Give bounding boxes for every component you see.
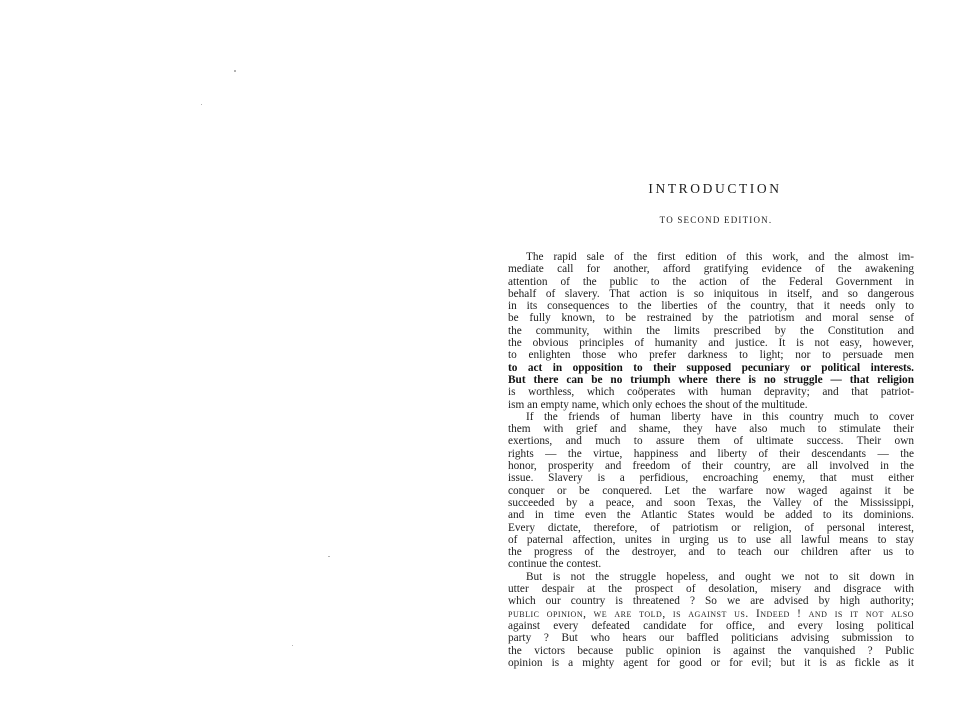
- text-line: of paternal affection, unites in urging us to use all lawful means to stay: [508, 533, 914, 546]
- text-line: Every dictate, therefore, of patriotism or religion, of personal interest,: [508, 521, 914, 534]
- text-line: party ? But who hears our baffled politicians advising submission to: [508, 632, 914, 645]
- text-line: continue the contest.: [508, 558, 602, 571]
- scan-speck: [292, 645, 293, 646]
- text-line: to enlighten those who prefer darkness to light; nor to persuade men: [508, 349, 914, 362]
- text-line: attention of the public to the action of the Federal Government in: [508, 275, 914, 288]
- text-line: rights — the virtue, happiness and liberty of their descendants — the: [508, 447, 914, 460]
- text-line: opinion is a mighty agent for good or for evil; but it is as fickle as it: [508, 656, 914, 669]
- text-line: ism an empty name, which only echoes the shout of the multitude.: [508, 398, 808, 411]
- text-line: against every defeated candidate for office, and every losing political: [508, 619, 914, 632]
- text-line: But is not the struggle hopeless, and ought we not to sit down in: [526, 570, 914, 583]
- scan-speck: [328, 556, 330, 557]
- page-subtitle: TO SECOND EDITION.: [659, 215, 773, 225]
- text-line: is worthless, which coöperates with human depravity; and that patriot-: [508, 386, 914, 399]
- scan-speck: [201, 104, 202, 105]
- text-line: If the friends of human liberty have in this country much to cover: [526, 410, 914, 423]
- text-line: the progress of the destroyer, and to teach our children after us to: [508, 546, 914, 559]
- text-line: The rapid sale of the first edition of this work, and the almost im-: [526, 251, 914, 263]
- text-line: the community, within the limits prescribed by the Constitution and: [508, 324, 914, 337]
- text-line: mediate call for another, afford gratifying evidence of the awakening: [508, 263, 914, 276]
- text-line: and in time even the Atlantic States would be added to its dominions.: [508, 509, 914, 522]
- text-line: honor, prosperity and freedom of their country, are all involved in the: [508, 460, 914, 473]
- text-line: But there can be no triumph where there is no struggle — that religion: [508, 373, 914, 386]
- text-line: issue. Slavery is a perfidious, encroaching enemy, that must either: [508, 472, 914, 485]
- document-page: [508, 178, 914, 669]
- text-line: the victors because public opinion is against the vanquished ? Public: [508, 644, 914, 657]
- text-line: which our country is threatened ? So we are advised by high authority;: [508, 595, 914, 608]
- body-text: [508, 251, 914, 669]
- text-line: behalf of slavery. That action is so iniquitous in itself, and so dangerous: [508, 287, 914, 300]
- text-line: the obvious principles of humanity and justice. It is not easy, however,: [508, 337, 914, 350]
- scan-speck: [234, 70, 236, 72]
- text-line: to act in opposition to their supposed pecuniary or political interests.: [508, 361, 914, 374]
- page-title: INTRODUCTION: [648, 181, 782, 196]
- text-line: succeeded by a peace, and soon Texas, the Valley of the Mississippi,: [508, 496, 914, 509]
- text-line: in its consequences to the liberties of the country, that it needs only to: [508, 300, 914, 313]
- text-line: public opinion, we are told, is against us. Indeed ! and is it not also: [508, 607, 914, 620]
- text-line: be fully known, to be restrained by the patriotism and moral sense of: [508, 312, 914, 325]
- text-line: conquer or be conquered. Let the warfare now waged against it be: [508, 484, 914, 497]
- text-line: exertions, and much to assure them of ultimate success. Their own: [508, 435, 914, 448]
- text-line: them with grief and shame, they have also much to stimulate their: [508, 423, 914, 436]
- text-line: utter despair at the prospect of desolation, misery and disgrace with: [508, 583, 914, 596]
